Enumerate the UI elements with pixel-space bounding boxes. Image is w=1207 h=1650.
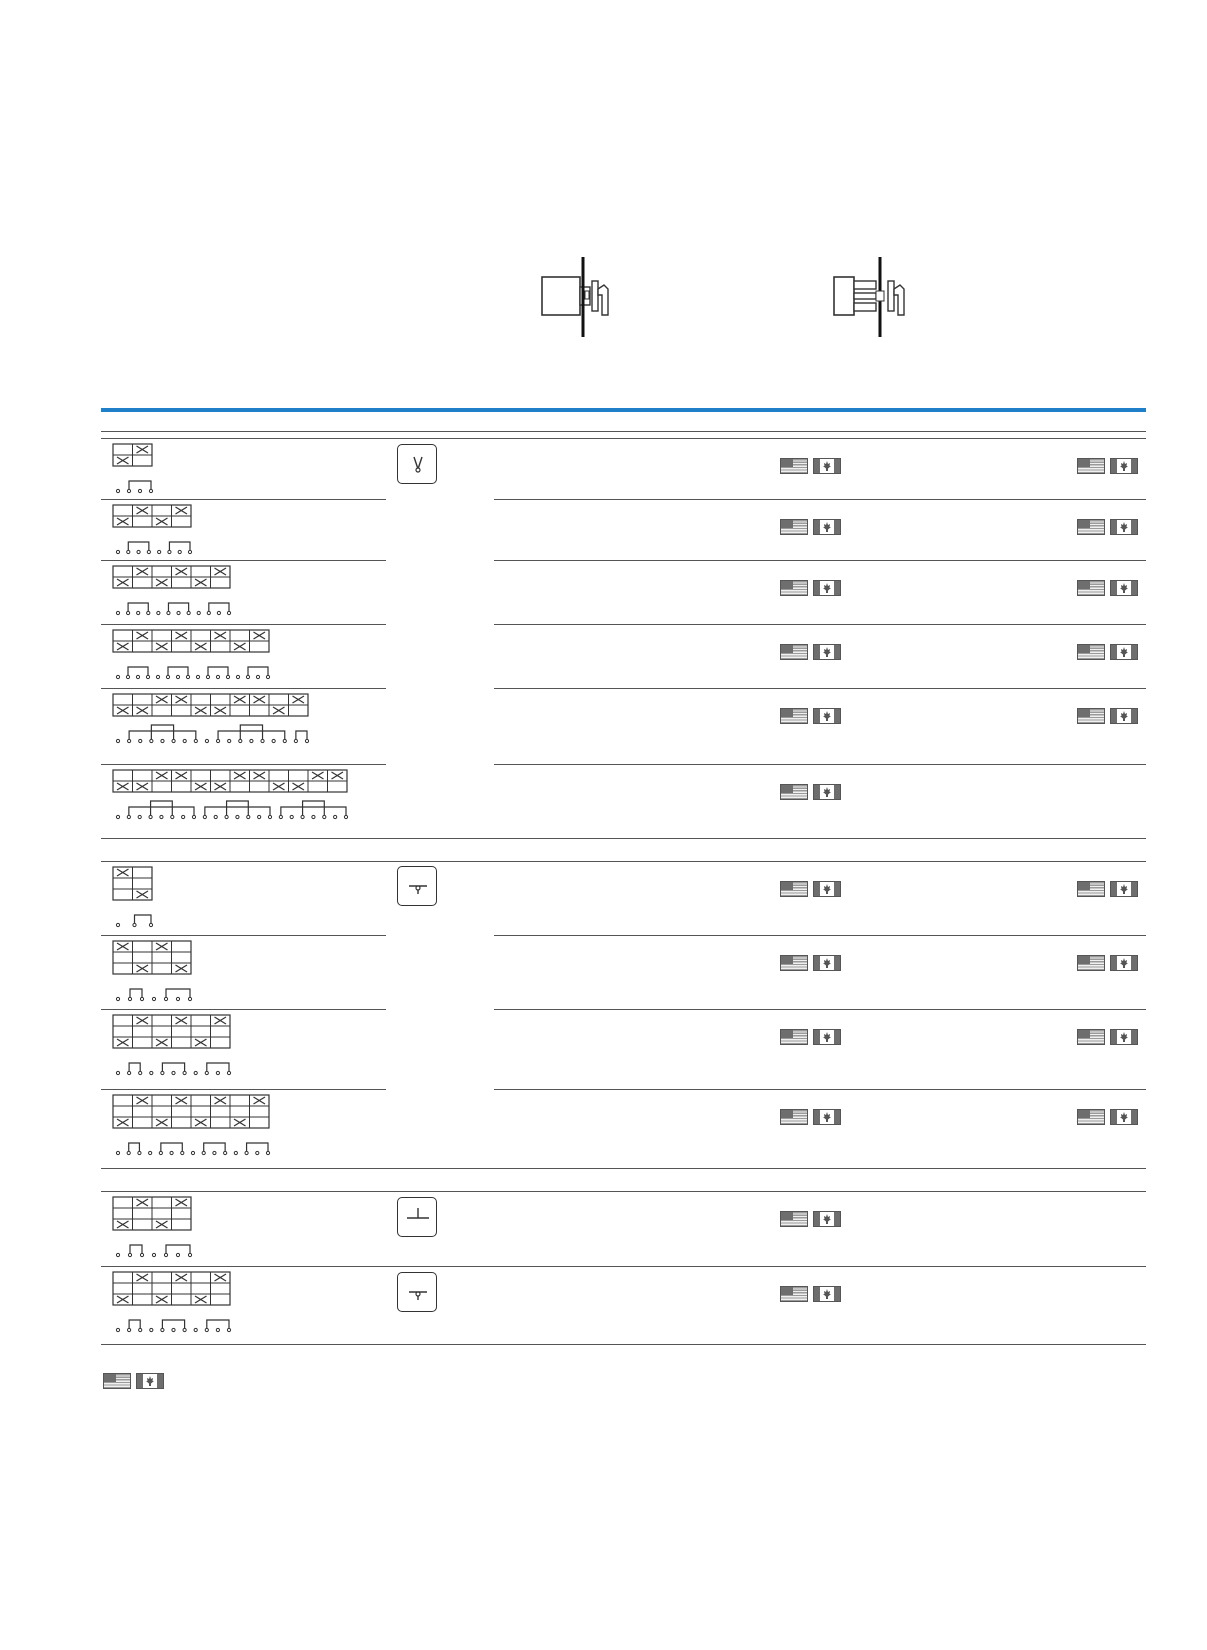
us-flag-icon <box>780 881 808 897</box>
canada-flag-icon <box>813 1286 841 1302</box>
row-separator-rule <box>101 764 386 765</box>
approval-legend-icon <box>103 1373 165 1389</box>
operator-symbol-v-icon <box>397 444 437 484</box>
us-flag-icon <box>780 955 808 971</box>
us-flag-icon <box>780 1029 808 1045</box>
us-flag-icon <box>780 1286 808 1302</box>
panel-mount-switch-with-contacts-icon <box>832 255 922 340</box>
approval-mark-col2 <box>1077 1109 1139 1125</box>
contact-diagram <box>112 629 274 685</box>
contact-diagram <box>112 565 235 621</box>
contact-diagram <box>112 1014 235 1081</box>
canada-flag-icon <box>1110 881 1138 897</box>
canada-flag-icon <box>136 1373 164 1389</box>
row-separator-rule <box>101 688 386 689</box>
canada-flag-icon <box>1110 458 1138 474</box>
us-flag-icon <box>1077 458 1105 474</box>
row-separator-rule <box>494 560 1146 561</box>
approval-mark-col1 <box>780 1286 842 1302</box>
contact-diagram <box>112 1094 274 1161</box>
us-flag-icon <box>780 708 808 724</box>
contact-diagram <box>112 769 352 825</box>
us-flag-icon <box>780 1109 808 1125</box>
approval-mark-col2 <box>1077 644 1139 660</box>
us-flag-icon <box>1077 644 1105 660</box>
approval-mark-col1 <box>780 519 842 535</box>
row-separator-rule <box>494 688 1146 689</box>
approval-mark-col1 <box>780 955 842 971</box>
us-flag-icon <box>1077 881 1105 897</box>
us-flag-icon <box>780 458 808 474</box>
us-flag-icon <box>780 644 808 660</box>
us-flag-icon <box>780 1211 808 1227</box>
contact-diagram <box>112 1271 235 1338</box>
canada-flag-icon <box>813 955 841 971</box>
canada-flag-icon <box>813 881 841 897</box>
group-separator-rule <box>101 1168 1146 1169</box>
us-flag-icon <box>1077 519 1105 535</box>
us-flag-icon <box>780 784 808 800</box>
row-separator-rule <box>101 499 386 500</box>
us-flag-icon <box>1077 1029 1105 1045</box>
us-flag-icon <box>1077 955 1105 971</box>
operator-symbol-t-cross-icon <box>397 1197 437 1237</box>
canada-flag-icon <box>813 458 841 474</box>
canada-flag-icon <box>1110 644 1138 660</box>
us-flag-icon <box>1077 708 1105 724</box>
operator-symbol-t-down-icon <box>397 866 437 906</box>
us-flag-icon <box>780 519 808 535</box>
canada-flag-icon <box>1110 955 1138 971</box>
approval-mark-col2 <box>1077 580 1139 596</box>
approval-mark-col2 <box>1077 881 1139 897</box>
canada-flag-icon <box>1110 1109 1138 1125</box>
approval-mark-col2 <box>1077 708 1139 724</box>
contact-diagram <box>112 866 157 933</box>
row-separator-rule <box>101 1089 386 1090</box>
canada-flag-icon <box>813 708 841 724</box>
row-separator-rule <box>494 1009 1146 1010</box>
approval-mark-col1 <box>780 708 842 724</box>
row-separator-rule <box>101 1009 386 1010</box>
table-top-rule <box>101 431 1146 432</box>
canada-flag-icon <box>813 519 841 535</box>
approval-mark-col1 <box>780 784 842 800</box>
group-top-rule <box>101 1266 1146 1267</box>
row-separator-rule <box>101 624 386 625</box>
approval-mark-col1 <box>780 1211 842 1227</box>
table-bottom-rule <box>101 1344 1146 1345</box>
approval-mark-col2 <box>1077 519 1139 535</box>
approval-mark-col2 <box>1077 955 1139 971</box>
contact-diagram <box>112 443 157 499</box>
group-top-rule <box>101 1191 1146 1192</box>
row-separator-rule <box>494 1089 1146 1090</box>
us-flag-icon <box>780 580 808 596</box>
us-flag-icon <box>1077 580 1105 596</box>
contact-diagram <box>112 504 196 560</box>
approval-mark-col1 <box>780 580 842 596</box>
canada-flag-icon <box>1110 1029 1138 1045</box>
table-header-rule <box>101 408 1146 412</box>
approval-mark-col2 <box>1077 458 1139 474</box>
canada-flag-icon <box>813 644 841 660</box>
group-top-rule <box>101 438 1146 439</box>
canada-flag-icon <box>1110 519 1138 535</box>
canada-flag-icon <box>813 1029 841 1045</box>
approval-mark-col1 <box>780 458 842 474</box>
contact-diagram <box>112 693 313 749</box>
row-separator-rule <box>494 764 1146 765</box>
canada-flag-icon <box>813 784 841 800</box>
us-flag-icon <box>103 1373 131 1389</box>
canada-flag-icon <box>1110 708 1138 724</box>
contact-diagram <box>112 940 196 1007</box>
group-separator-rule <box>101 838 1146 839</box>
us-flag-icon <box>1077 1109 1105 1125</box>
row-separator-rule <box>494 624 1146 625</box>
row-separator-rule <box>101 935 386 936</box>
row-separator-rule <box>101 560 386 561</box>
row-separator-rule <box>494 935 1146 936</box>
approval-mark-col2 <box>1077 1029 1139 1045</box>
canada-flag-icon <box>813 1211 841 1227</box>
group-top-rule <box>101 861 1146 862</box>
approval-mark-col1 <box>780 1029 842 1045</box>
canada-flag-icon <box>813 580 841 596</box>
operator-symbol-t-down-icon <box>397 1272 437 1312</box>
approval-mark-col1 <box>780 1109 842 1125</box>
contact-diagram <box>112 1196 196 1263</box>
canada-flag-icon <box>1110 580 1138 596</box>
approval-mark-col1 <box>780 644 842 660</box>
approval-mark-col1 <box>780 881 842 897</box>
row-separator-rule <box>494 499 1146 500</box>
panel-mount-switch-icon <box>540 255 620 340</box>
canada-flag-icon <box>813 1109 841 1125</box>
